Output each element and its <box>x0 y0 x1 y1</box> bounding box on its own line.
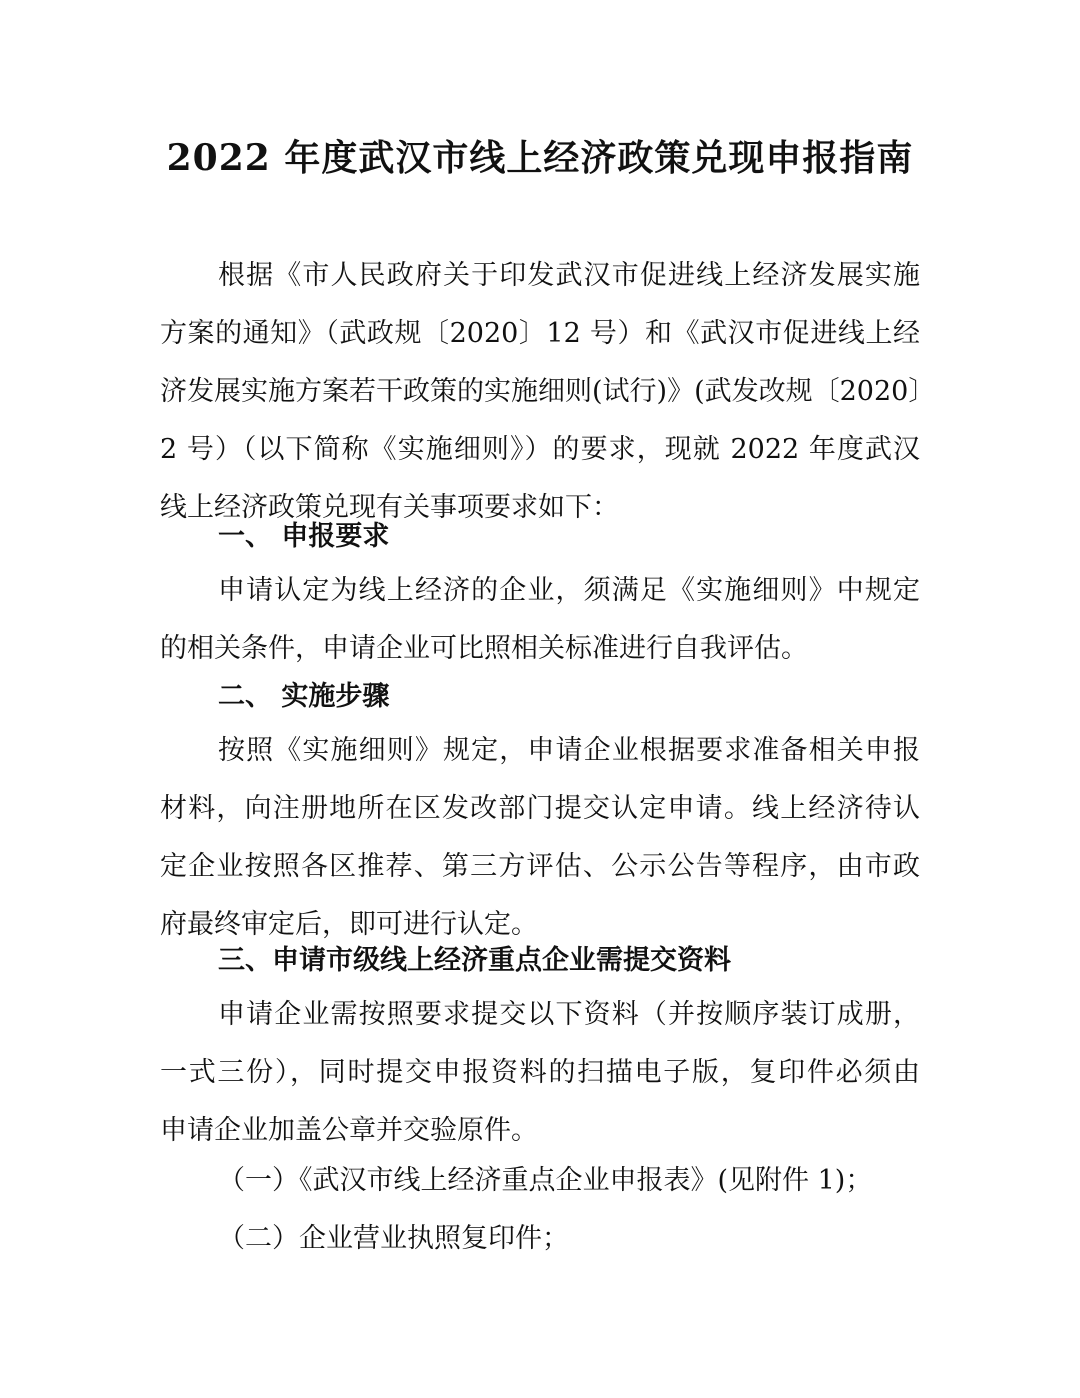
section-2-line-2: 材料，向注册地所在区发改部门提交认定申请。线上经济待认 <box>160 793 920 824</box>
section-3-line-3: 申请企业加盖公章并交验原件。 <box>160 1115 538 1146</box>
document-title: 2022 年度武汉市线上经济政策兑现申报指南 <box>166 137 914 179</box>
section-2-line-1: 按照《实施细则》规定，申请企业根据要求准备相关申报 <box>218 735 920 766</box>
section-3-line-2: 一式三份），同时提交申报资料的扫描电子版，复印件必须由 <box>160 1057 920 1088</box>
section-2-line-4: 府最终审定后，即可进行认定。 <box>160 909 538 940</box>
attachment-item-1: （一）《武汉市线上经济重点企业申报表》(见附件 1)； <box>218 1165 873 1196</box>
intro-line-3: 济发展实施方案若干政策的实施细则(试行)》(武发改规〔2020〕 <box>160 376 936 407</box>
intro-line-4: 2 号）（以下简称《实施细则》）的要求，现就 2022 年度武汉 <box>160 434 920 465</box>
section-1-line-1: 申请认定为线上经济的企业，须满足《实施细则》中规定 <box>218 575 920 606</box>
section-2-line-3: 定企业按照各区推荐、第三方评估、公示公告等程序，由市政 <box>160 851 920 882</box>
section-heading-2: 二、 实施步骤 <box>218 681 390 712</box>
intro-line-2: 方案的通知》（武政规〔2020〕12 号）和《武汉市促进线上经 <box>160 318 920 349</box>
section-heading-3: 三、申请市级线上经济重点企业需提交资料 <box>218 945 731 976</box>
attachment-item-2: （二）企业营业执照复印件； <box>218 1223 569 1254</box>
section-3-line-1: 申请企业需按照要求提交以下资料（并按顺序装订成册， <box>218 999 920 1030</box>
intro-line-5: 线上经济政策兑现有关事项要求如下： <box>160 492 619 523</box>
section-heading-1: 一、 申报要求 <box>218 521 390 552</box>
intro-line-1: 根据《市人民政府关于印发武汉市促进线上经济发展实施 <box>218 260 920 291</box>
section-1-line-2: 的相关条件，申请企业可比照相关标准进行自我评估。 <box>160 633 808 664</box>
